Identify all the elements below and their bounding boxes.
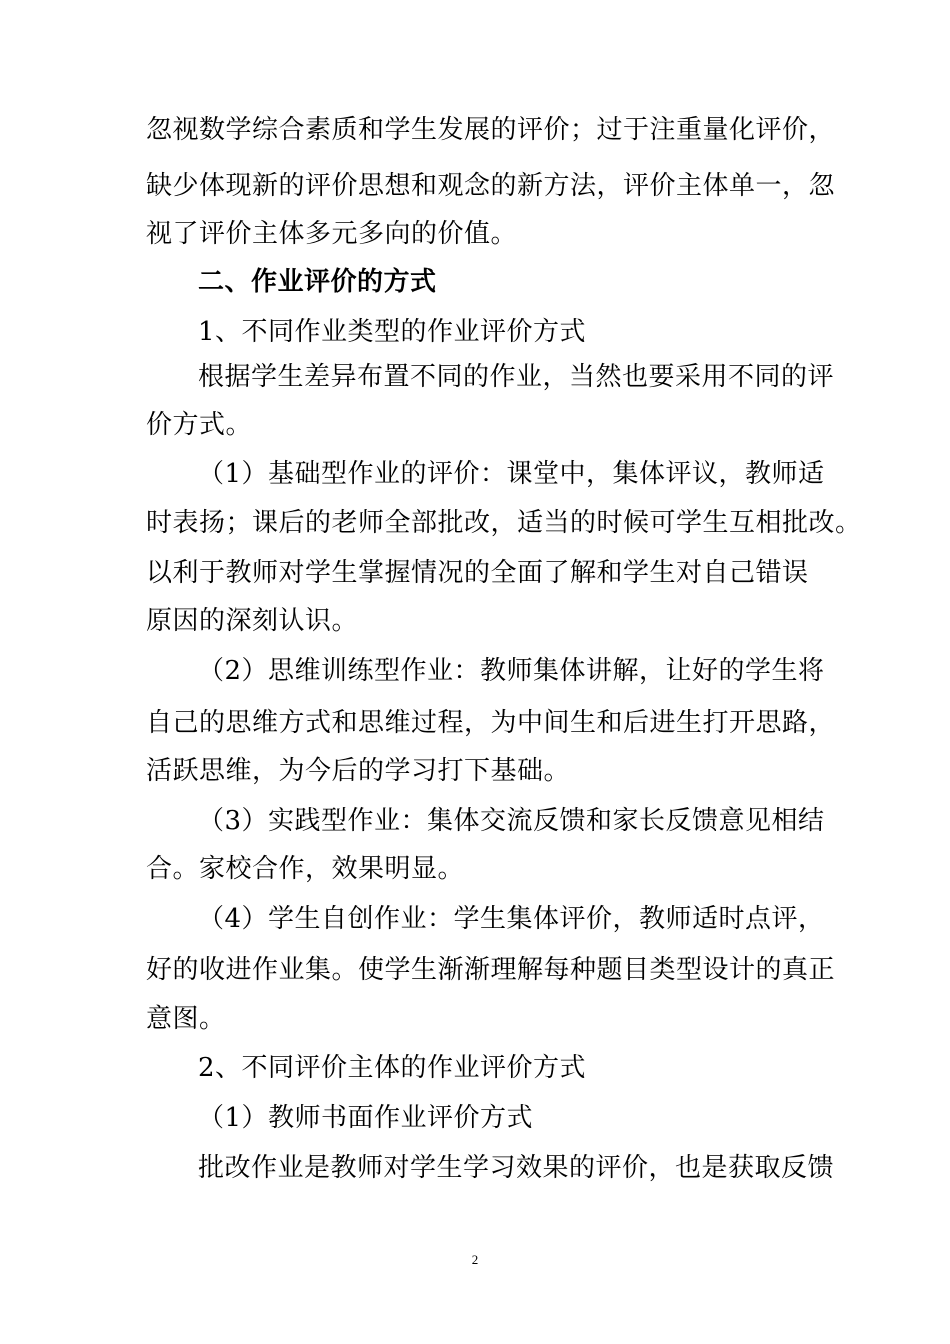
paragraph-line: 根据学生差异布置不同的作业，当然也要采用不同的评 <box>198 362 835 392</box>
paragraph-line: 视了评价主体多元多向的价值。 <box>146 219 518 249</box>
paragraph-line: 忽视数学综合素质和学生发展的评价；过于注重量化评价， <box>146 115 836 145</box>
paragraph-line: 价方式。 <box>146 410 253 440</box>
paragraph-line: 好的收进作业集。使学生渐渐理解每种题目类型设计的真正 <box>146 955 836 985</box>
paragraph-line: 自己的思维方式和思维过程，为中间生和后进生打开思路， <box>146 708 836 738</box>
paragraph-line: （3）实践型作业：集体交流反馈和家长反馈意见相结 <box>198 806 825 836</box>
subsection-heading: 2、不同评价主体的作业评价方式 <box>198 1053 587 1083</box>
paragraph-line: 时表扬；课后的老师全部批改，适当的时候可学生互相批改。 <box>146 508 862 538</box>
paragraph-line: 活跃思维，为今后的学习打下基础。 <box>146 756 571 786</box>
paragraph-line: （4）学生自创作业：学生集体评价，教师适时点评， <box>198 904 825 934</box>
paragraph-line: 意图。 <box>146 1004 226 1034</box>
paragraph-line: 原因的深刻认识。 <box>146 606 359 636</box>
paragraph-line: （2）思维训练型作业：教师集体讲解，让好的学生将 <box>198 656 825 686</box>
paragraph-line: 缺少体现新的评价思想和观念的新方法，评价主体单一，忽 <box>146 171 836 201</box>
paragraph-line: 合。家校合作，效果明显。 <box>146 854 465 884</box>
page-number: 2 <box>471 1252 479 1267</box>
subsection-heading: 1、不同作业类型的作业评价方式 <box>198 317 587 347</box>
paragraph-line: 以利于教师对学生掌握情况的全面了解和学生对自己错误 <box>146 558 809 588</box>
section-heading: 二、作业评价的方式 <box>198 267 437 297</box>
subsection-heading: （1）教师书面作业评价方式 <box>198 1103 534 1133</box>
paragraph-line: （1）基础型作业的评价：课堂中，集体评议，教师适 <box>198 459 825 489</box>
paragraph-line: 批改作业是教师对学生学习效果的评价，也是获取反馈 <box>198 1153 835 1183</box>
